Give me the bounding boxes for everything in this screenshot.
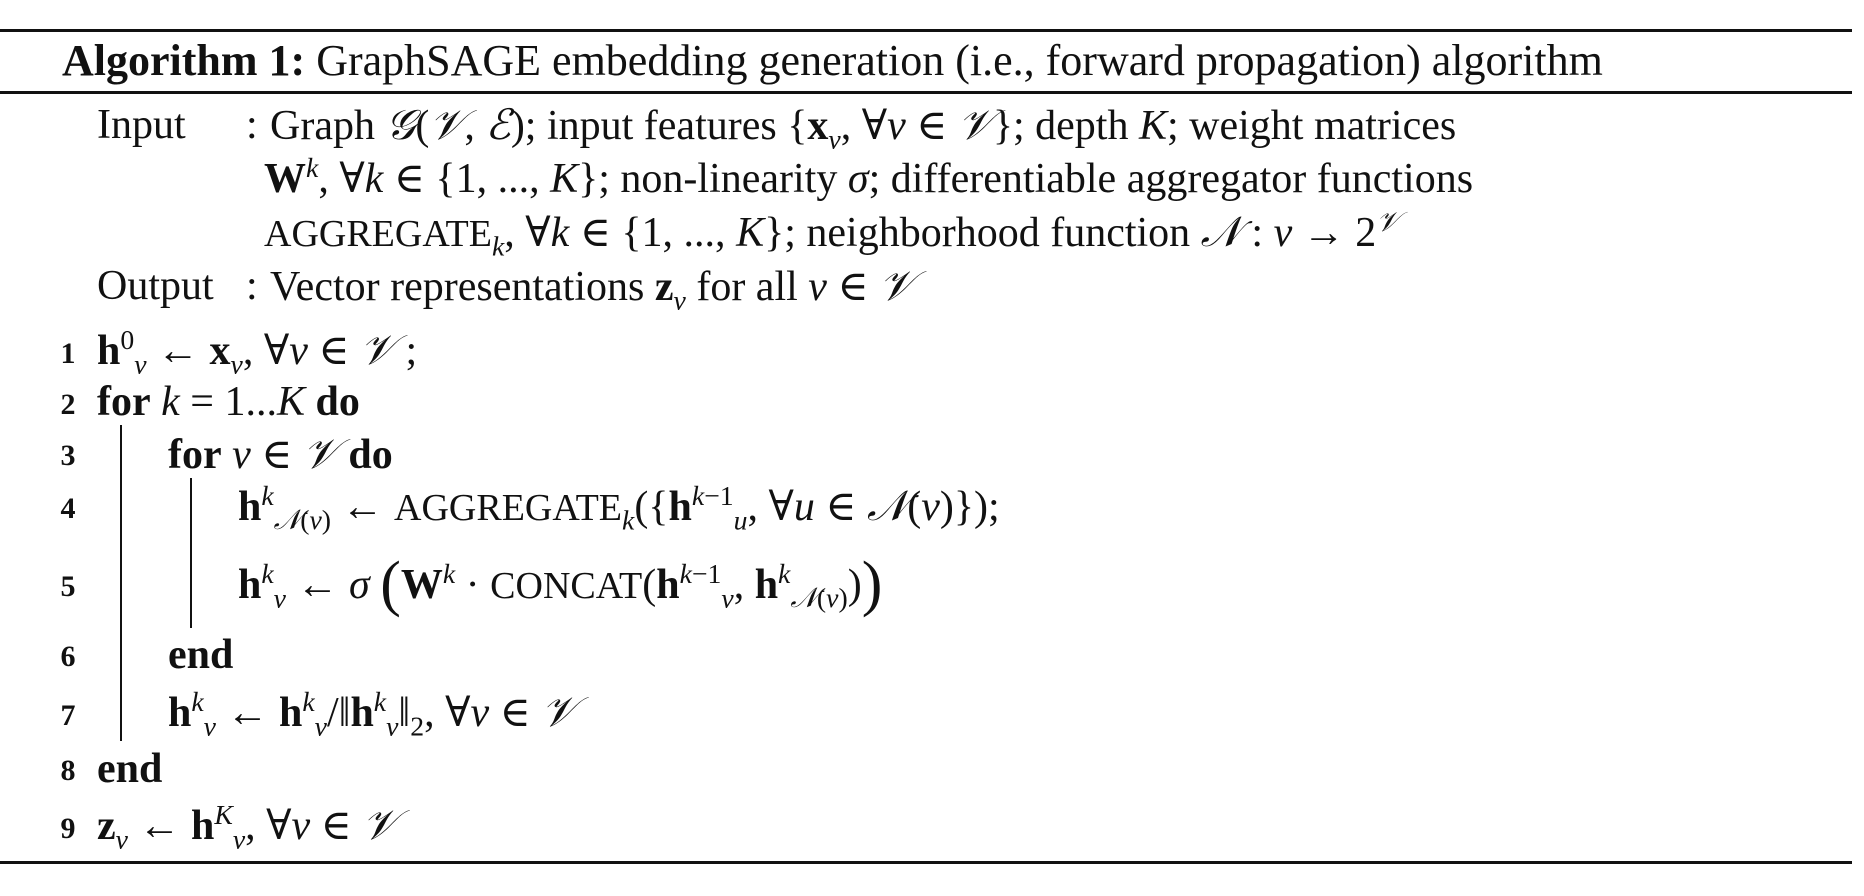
line-number-9: 9 [60,812,76,845]
output-line: Vector representations $z_v$ for all v ∈ 𝒱 [270,261,915,316]
line-number-4: 4 [60,492,76,525]
step-5: $h^k_v$ ← σ ($W^k$ · $CONCAT(h^{k-1}_v$, $h^k_{𝒩(v)}$)) [238,550,883,618]
step-8: end [97,746,163,792]
input-line-1: Graph 𝒢(𝒱, ℰ); input features {$x_v$, ∀v ∈ 𝒱}; depth K; weight matrices [270,100,1457,155]
caption-rule [0,91,1852,94]
step-3: for v ∈ 𝒱 do [168,429,393,478]
algorithm-title: GraphSAGE embedding generation (i.e., forward propagation) algorithm [316,36,1603,85]
output-colon: : [246,263,258,309]
step-9: $z_v$ ← $h^K_v$, ∀v ∈ 𝒱 [97,799,398,855]
line-number-3: 3 [60,439,76,472]
step-6: end [168,632,234,678]
line-number-1: 1 [60,337,76,370]
line-number-5: 5 [60,570,76,603]
step-2: for k = 1...K do [97,379,360,425]
input-colon: : [246,102,258,148]
algorithm-caption [62,32,1603,90]
inner-loop-scope-bar [190,478,192,628]
outer-loop-scope-bar [120,425,122,741]
line-number-8: 8 [60,754,76,787]
step-7: $h^k_v$ ← $h^k_v/‖h^k_v‖_2$, ∀v ∈ 𝒱 [168,686,577,742]
input-line-2: $W^k$, ∀k ∈ {1, ..., K}; non-linearity σ; differentiable aggregator functions [264,152,1474,202]
step-4: $h^k_{𝒩(v)}$ ← $AGGREGATE_k(\{h^{k-1}_u$, ∀u ∈ 𝒩(v)}); [238,480,1000,537]
step-1: $h^0_v$ ← $x_v$, ∀v ∈ 𝒱 ; [97,324,418,380]
output-label: Output [97,263,214,309]
line-number-2: 2 [60,388,76,421]
input-label: Input [97,102,186,148]
line-number-6: 6 [60,640,76,673]
bottom-rule [0,861,1852,864]
input-line-3: $AGGREGATE_k$, ∀k ∈ {1, ..., K}; neighborhood function 𝒩 : $v \to 2^𝒱$ [264,205,1400,262]
algorithm-number: Algorithm 1: [62,36,306,85]
line-number-7: 7 [60,699,76,732]
